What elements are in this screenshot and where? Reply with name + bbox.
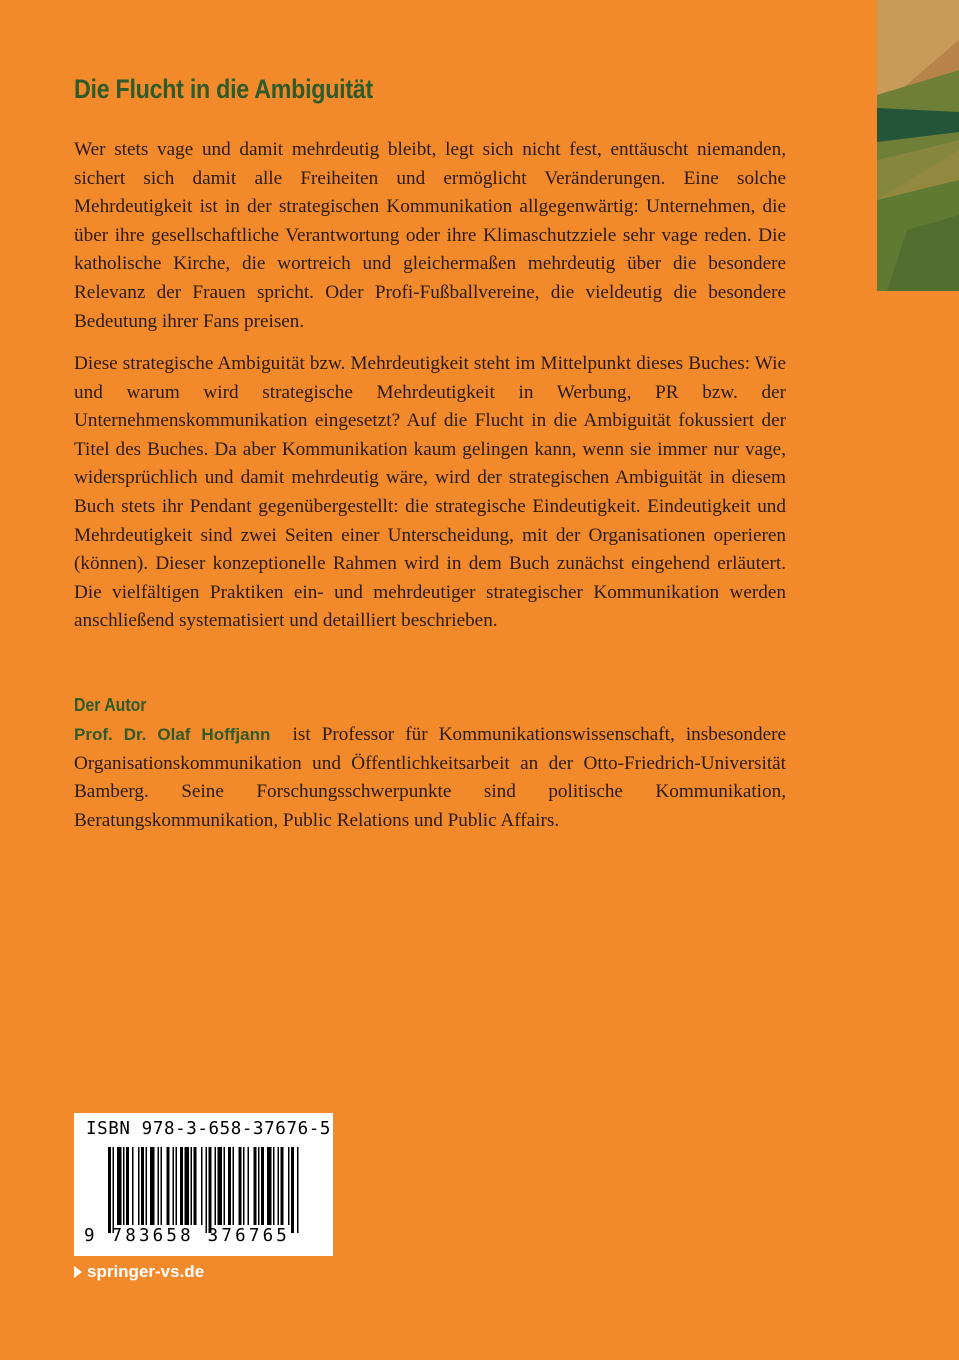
- barcode-bar: [158, 1147, 160, 1225]
- barcode-bar: [108, 1147, 111, 1233]
- barcode-bar: [261, 1147, 264, 1225]
- barcode-bar: [132, 1147, 134, 1225]
- barcode-bar: [233, 1147, 235, 1225]
- barcode-bar: [167, 1147, 170, 1225]
- barcode-bar: [267, 1147, 272, 1225]
- barcode-bar: [173, 1147, 175, 1225]
- barcode-bar: [138, 1147, 140, 1225]
- barcode-bar: [176, 1147, 178, 1225]
- barcode-bar: [248, 1147, 250, 1225]
- isbn-label: ISBN 978-3-658-37676-5: [86, 1119, 331, 1139]
- barcode-bar: [141, 1147, 144, 1225]
- author-bio-text: ist Professor für Kommunikationswissenschaft, insbesondere Organisationskommunikation und Öffentlichkeitsarbeit an der Otto-Friedrich-Universität Bamberg. Seine Forschungsschwerpunkte sind politische Kommunikation, Beratungskommunikation, Public Relations und Public Affairs.: [74, 724, 787, 831]
- barcode-bar: [113, 1147, 115, 1233]
- barcode-bar: [273, 1147, 275, 1225]
- author-heading: Der Autor: [74, 695, 147, 715]
- barcode-bar: [278, 1147, 280, 1225]
- barcode-bar: [185, 1147, 190, 1225]
- barcode-bar: [194, 1147, 197, 1225]
- barcode-bar: [209, 1147, 212, 1233]
- barcode-bar: [201, 1147, 203, 1225]
- publisher-link[interactable]: [74, 1262, 204, 1282]
- barcode-bar: [161, 1147, 163, 1225]
- barcode-bar: [215, 1147, 217, 1225]
- barcode-bar: [126, 1147, 129, 1225]
- barcode-bar: [254, 1147, 257, 1225]
- isbn-barcode: [74, 1113, 333, 1256]
- barcode-bar: [258, 1147, 260, 1225]
- barcode-bar: [228, 1147, 231, 1225]
- barcode-bar: [297, 1147, 299, 1233]
- barcode-bar: [146, 1147, 148, 1225]
- publisher-url: springer-vs.de: [87, 1262, 205, 1281]
- barcode-bar: [218, 1147, 223, 1225]
- description-paragraph-1: Wer stets vage und damit mehrdeutig bleibt, legt sich nicht fest, enttäuscht niemanden, sichert sich damit alle Freiheiten und ermöglicht Veränderungen. Eine solche Mehrdeutigkeit ist in der strategischen Kommunikation allgegenwärtig: Unternehmen, die über ihre gesellschaftliche Verantwortung oder ihre Klimaschutzziele sehr vage reden. Die katholische Kirche, die wortreich und gleichermaßen mehrdeutig über die besondere Relevanz der Frauen spricht. Oder Profi-Fußballvereine, die vieldeutig die besondere Bedeutung ihrer Fans preisen.: [74, 139, 786, 332]
- barcode-bar: [243, 1147, 245, 1225]
- description-paragraph-2: Diese strategische Ambiguität bzw. Mehrdeutigkeit steht im Mittelpunkt dieses Buches: Wie und warum wird strategische Mehrdeutigkeit in Werbung, PR bzw. der Unternehmenskommunikation eingesetzt? Auf die Flucht in die Ambiguität fokussiert der Titel des Buches. Da aber Kommunikation kaum gelingen kann, wenn sie immer nur vage, widersprüchlich und damit mehrdeutig wäre, wird der strategischen Ambiguität in diesem Buch stets ihr Pendant gegenübergestellt: die strategische Eindeutigkeit. Eindeutigkeit und Mehrdeutigkeit sind zwei Seiten einer Unterscheidung, mit der Organisationen operieren (können). Dieser konzeptionelle Rahmen wird in dem Buch zunächst eingehend erläutert. Die vielfältigen Praktiken ein- und mehrdeutiger strategischer Kommunikation werden anschließend systematisiert und detailliert beschrieben.: [74, 353, 786, 632]
- barcode-bar: [291, 1147, 294, 1233]
- barcode-digits: 9 783658 376765: [84, 1226, 291, 1246]
- barcode-bar: [239, 1147, 242, 1225]
- barcode-bar: [224, 1147, 226, 1225]
- barcode-bar: [123, 1147, 125, 1225]
- barcode-bar: [117, 1147, 122, 1225]
- book-title: Die Flucht in die Ambiguität: [74, 74, 373, 104]
- barcode-bars: [108, 1147, 300, 1233]
- cover-graphic-strip: [877, 0, 959, 291]
- author-bio: [74, 721, 786, 835]
- cover-graphic: [877, 0, 959, 291]
- barcode-bar: [150, 1147, 155, 1225]
- barcode-bar: [206, 1147, 208, 1233]
- barcode-bar: [288, 1147, 290, 1225]
- barcode-bar: [191, 1147, 193, 1225]
- barcode-bar: [281, 1147, 284, 1225]
- author-name: Prof. Dr. Olaf Hoffjann: [74, 725, 271, 744]
- play-arrow-icon: [74, 1266, 82, 1278]
- barcode-bar: [180, 1147, 183, 1225]
